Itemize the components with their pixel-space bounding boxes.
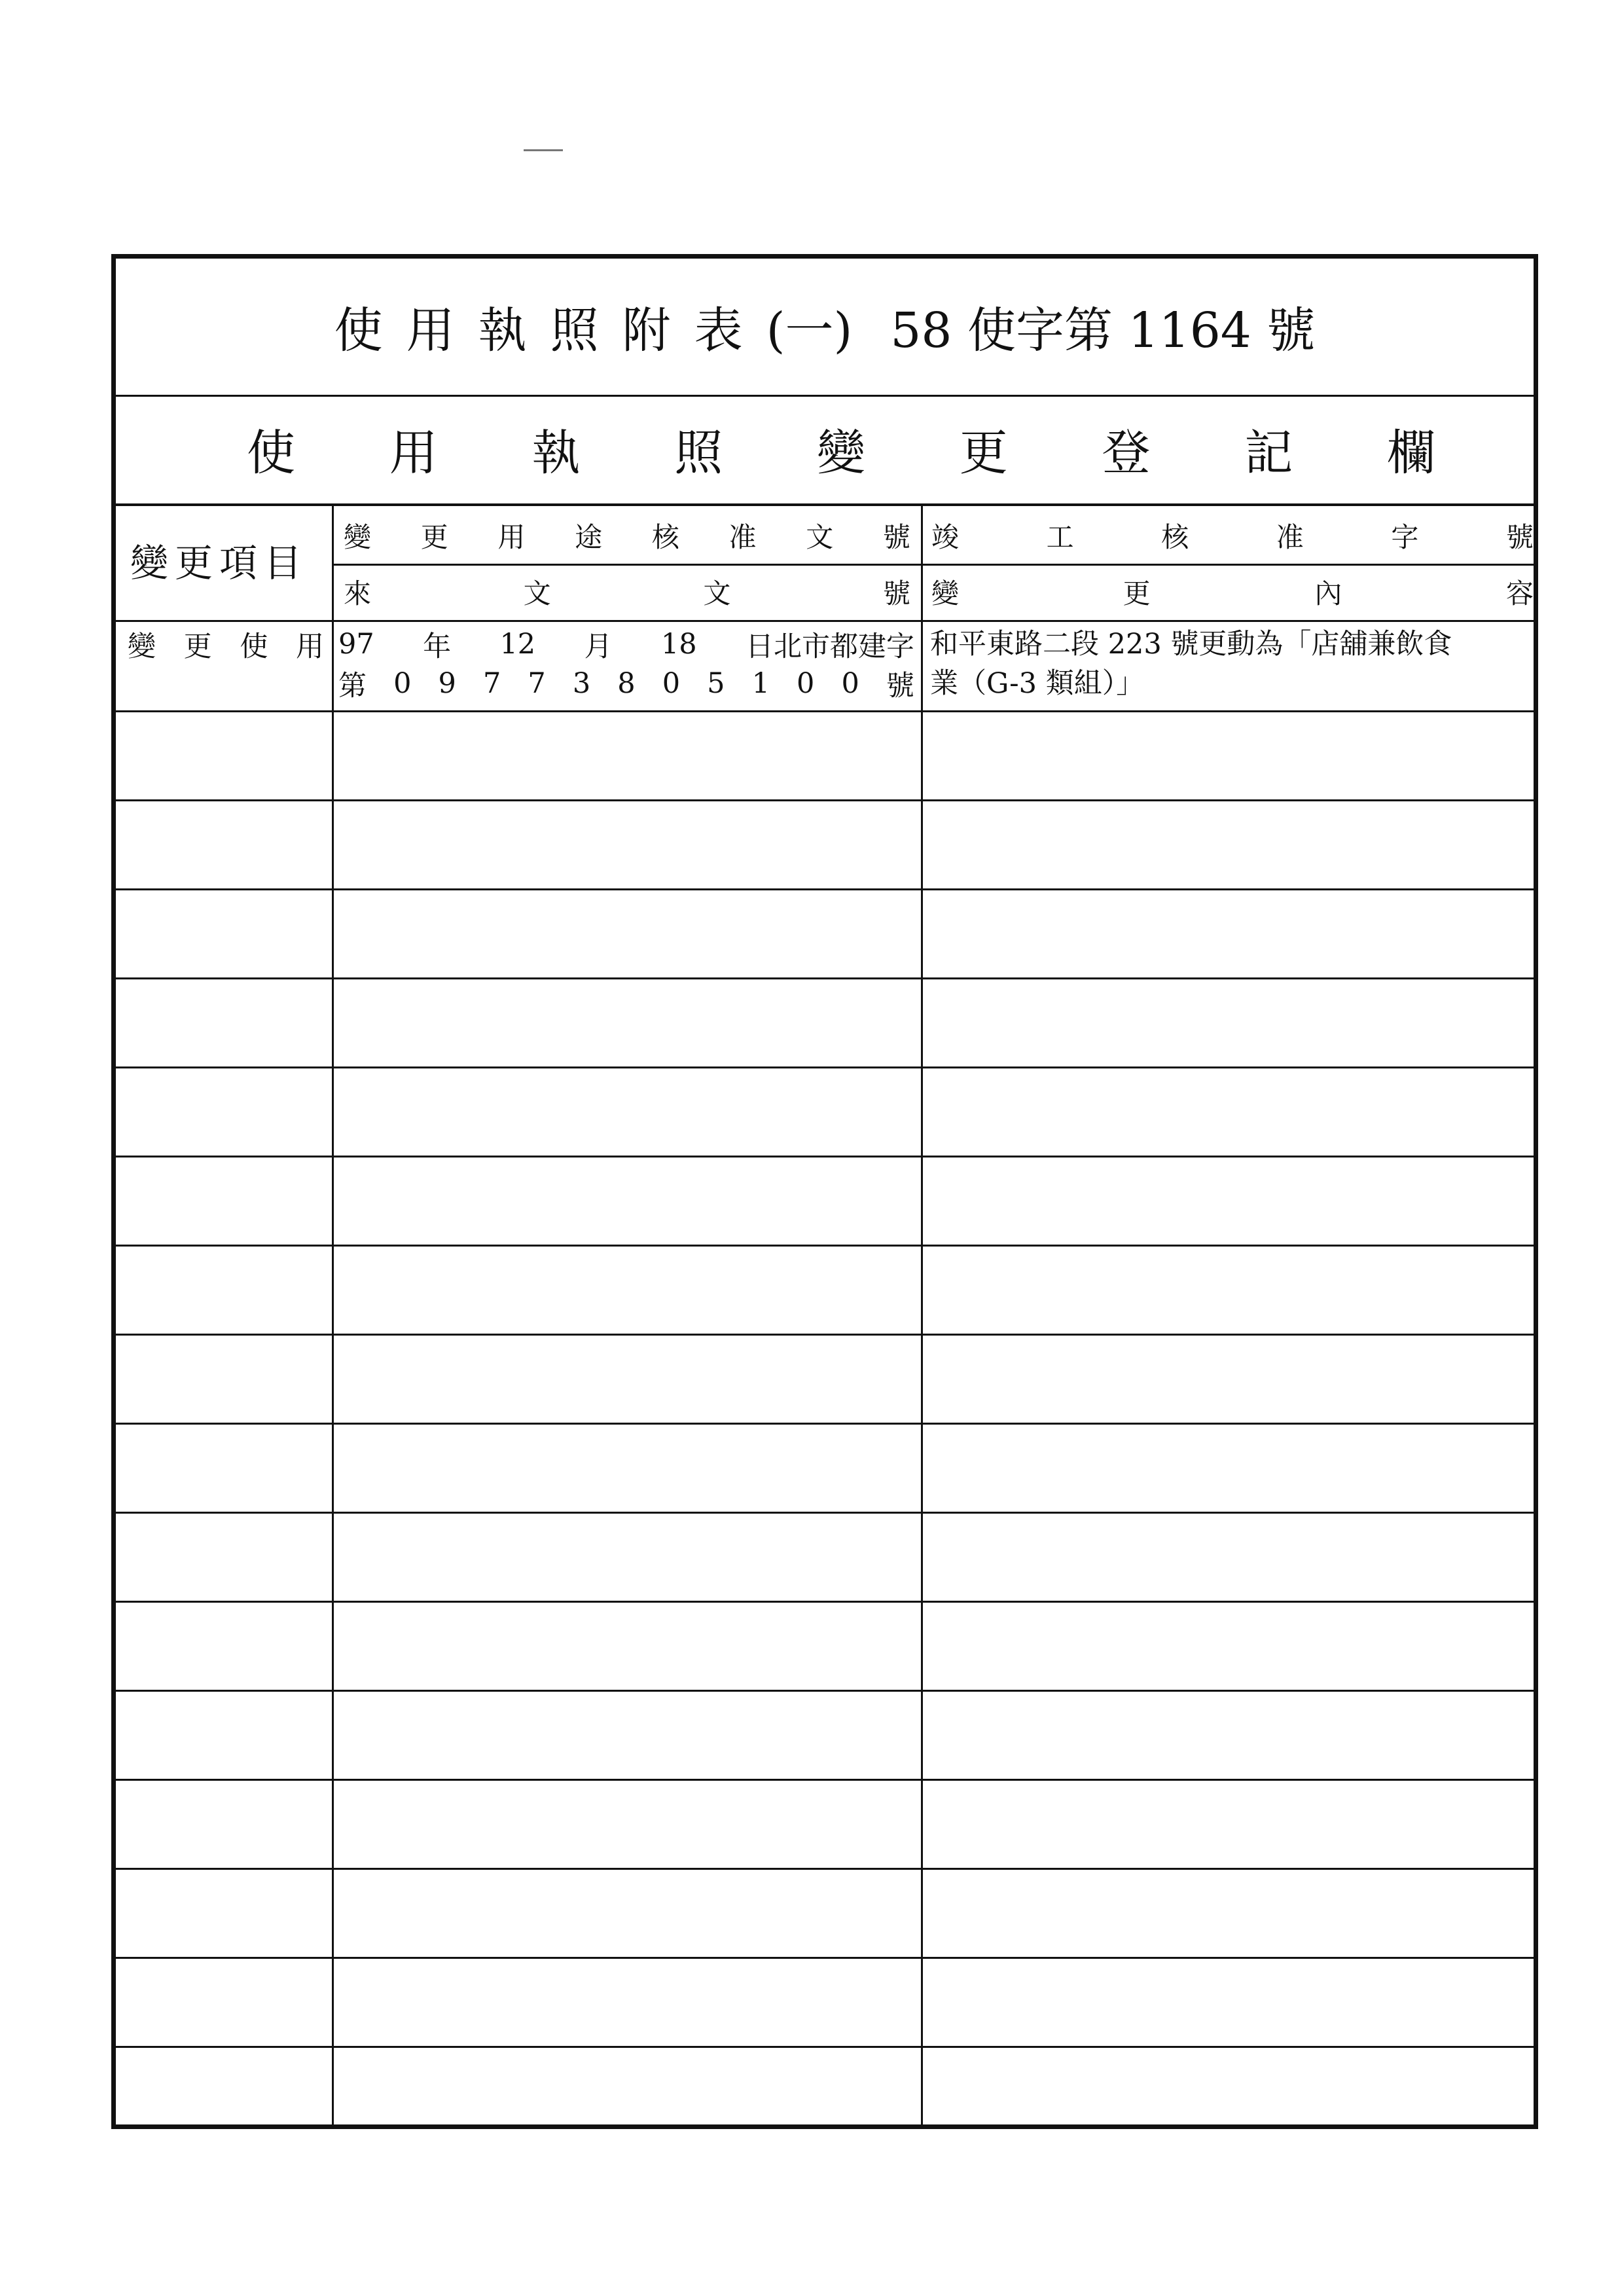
row-separator xyxy=(116,1957,1538,1959)
header-approval-doc xyxy=(344,513,910,558)
header-char: 途 xyxy=(575,521,603,553)
header-char: 號 xyxy=(882,521,910,553)
approval-token: 12 xyxy=(499,628,536,661)
form-title xyxy=(116,259,1534,397)
header-char: 用 xyxy=(497,521,526,553)
column-divider xyxy=(332,506,334,2129)
header-char: 變 xyxy=(931,577,960,610)
row-separator xyxy=(116,799,1538,801)
title-char: 用 xyxy=(406,302,455,359)
subtitle-char: 執 xyxy=(531,425,581,481)
subtitle-char: 用 xyxy=(389,425,438,481)
approval-token: 號 xyxy=(886,669,914,702)
subtitle-char: 使 xyxy=(247,425,295,481)
approval-token: 18 xyxy=(660,628,697,661)
header-char: 更 xyxy=(1123,577,1151,610)
title-char: 附 xyxy=(622,302,671,359)
row-separator xyxy=(116,1690,1538,1692)
approval-token: 1 xyxy=(751,667,770,700)
scan-mark xyxy=(524,149,563,151)
entry-item-char: 變 xyxy=(128,630,156,663)
approval-token: 5 xyxy=(707,667,725,700)
title-char: 執 xyxy=(478,302,527,359)
subtitle-char: 照 xyxy=(674,425,723,481)
approval-token: 0 xyxy=(797,667,815,700)
header-char: 文 xyxy=(806,521,834,553)
subtitle-char: 欄 xyxy=(1387,425,1435,481)
header-char: 變 xyxy=(344,521,372,553)
header-char: 核 xyxy=(1161,521,1189,553)
header-char: 文 xyxy=(703,577,731,610)
header-char: 准 xyxy=(1276,521,1304,553)
title-suffix: (一) xyxy=(766,302,853,359)
form-subtitle xyxy=(116,395,1534,506)
header-char: 號 xyxy=(1505,521,1534,553)
header-char: 容 xyxy=(1505,577,1534,610)
approval-token: 3 xyxy=(572,667,591,700)
subtitle-char: 登 xyxy=(1102,425,1151,481)
header-char: 更 xyxy=(420,521,448,553)
row-separator xyxy=(116,1779,1538,1781)
row-separator xyxy=(116,2046,1538,2048)
row-separator xyxy=(116,888,1538,890)
subtitle-char: 更 xyxy=(959,425,1008,481)
approval-token: 0 xyxy=(393,667,412,700)
entry-change-item xyxy=(128,625,324,663)
header-char: 文 xyxy=(523,577,551,610)
approval-token: 月 xyxy=(584,630,613,663)
title-char: 使 xyxy=(334,302,383,359)
header-char: 字 xyxy=(1391,521,1419,553)
header-char: 竣 xyxy=(931,521,960,553)
header-change-content xyxy=(931,569,1534,615)
entry-change-content-line2: 業（G-3 類組）」 xyxy=(930,667,1145,700)
header-char: 來 xyxy=(344,577,372,610)
approval-token: 97 xyxy=(338,628,374,661)
header-char: 工 xyxy=(1046,521,1074,553)
column-divider xyxy=(921,506,923,2129)
row-separator xyxy=(116,1423,1538,1425)
approval-token: 0 xyxy=(841,667,859,700)
row-separator xyxy=(116,977,1538,979)
subtitle-char: 變 xyxy=(817,425,865,481)
header-char: 核 xyxy=(651,521,679,553)
entry-approval-line1 xyxy=(338,625,914,663)
approval-token: 第 xyxy=(338,669,367,702)
title-char: 表 xyxy=(694,302,743,359)
row-separator xyxy=(116,710,1538,712)
entry-approval-line2 xyxy=(338,665,914,702)
header-char: 內 xyxy=(1314,577,1342,610)
approval-token: 年 xyxy=(423,630,452,663)
entry-item-char: 使 xyxy=(240,630,268,663)
header-inner-divider xyxy=(332,564,1538,566)
approval-token: 8 xyxy=(617,667,636,700)
row-separator xyxy=(116,1601,1538,1603)
subtitle-char: 記 xyxy=(1244,425,1293,481)
row-separator xyxy=(116,1066,1538,1068)
row-separator xyxy=(116,1245,1538,1247)
header-char: 准 xyxy=(728,521,757,553)
header-incoming-doc xyxy=(344,569,910,615)
header-char: 號 xyxy=(882,577,910,610)
approval-token: 日北市都建字 xyxy=(745,630,914,663)
title-char: 照 xyxy=(550,302,599,359)
usage-license-change-form xyxy=(111,254,1538,2129)
row-separator xyxy=(116,1334,1538,1336)
approval-token: 7 xyxy=(482,667,501,700)
header-change-item: 變更項目 xyxy=(130,541,309,585)
row-separator xyxy=(116,1512,1538,1514)
approval-token: 0 xyxy=(662,667,681,700)
entry-item-char: 更 xyxy=(183,630,212,663)
entry-item-char: 用 xyxy=(295,630,324,663)
approval-token: 7 xyxy=(528,667,546,700)
entry-change-content-line1: 和平東路二段 223 號更動為「店舖兼飲食 xyxy=(930,628,1452,661)
header-completion-no xyxy=(931,513,1534,558)
row-separator xyxy=(116,1156,1538,1157)
row-separator xyxy=(116,620,1538,622)
license-number: 58 使字第 1164 號 xyxy=(890,302,1316,359)
row-separator xyxy=(116,1868,1538,1870)
approval-token: 9 xyxy=(438,667,456,700)
